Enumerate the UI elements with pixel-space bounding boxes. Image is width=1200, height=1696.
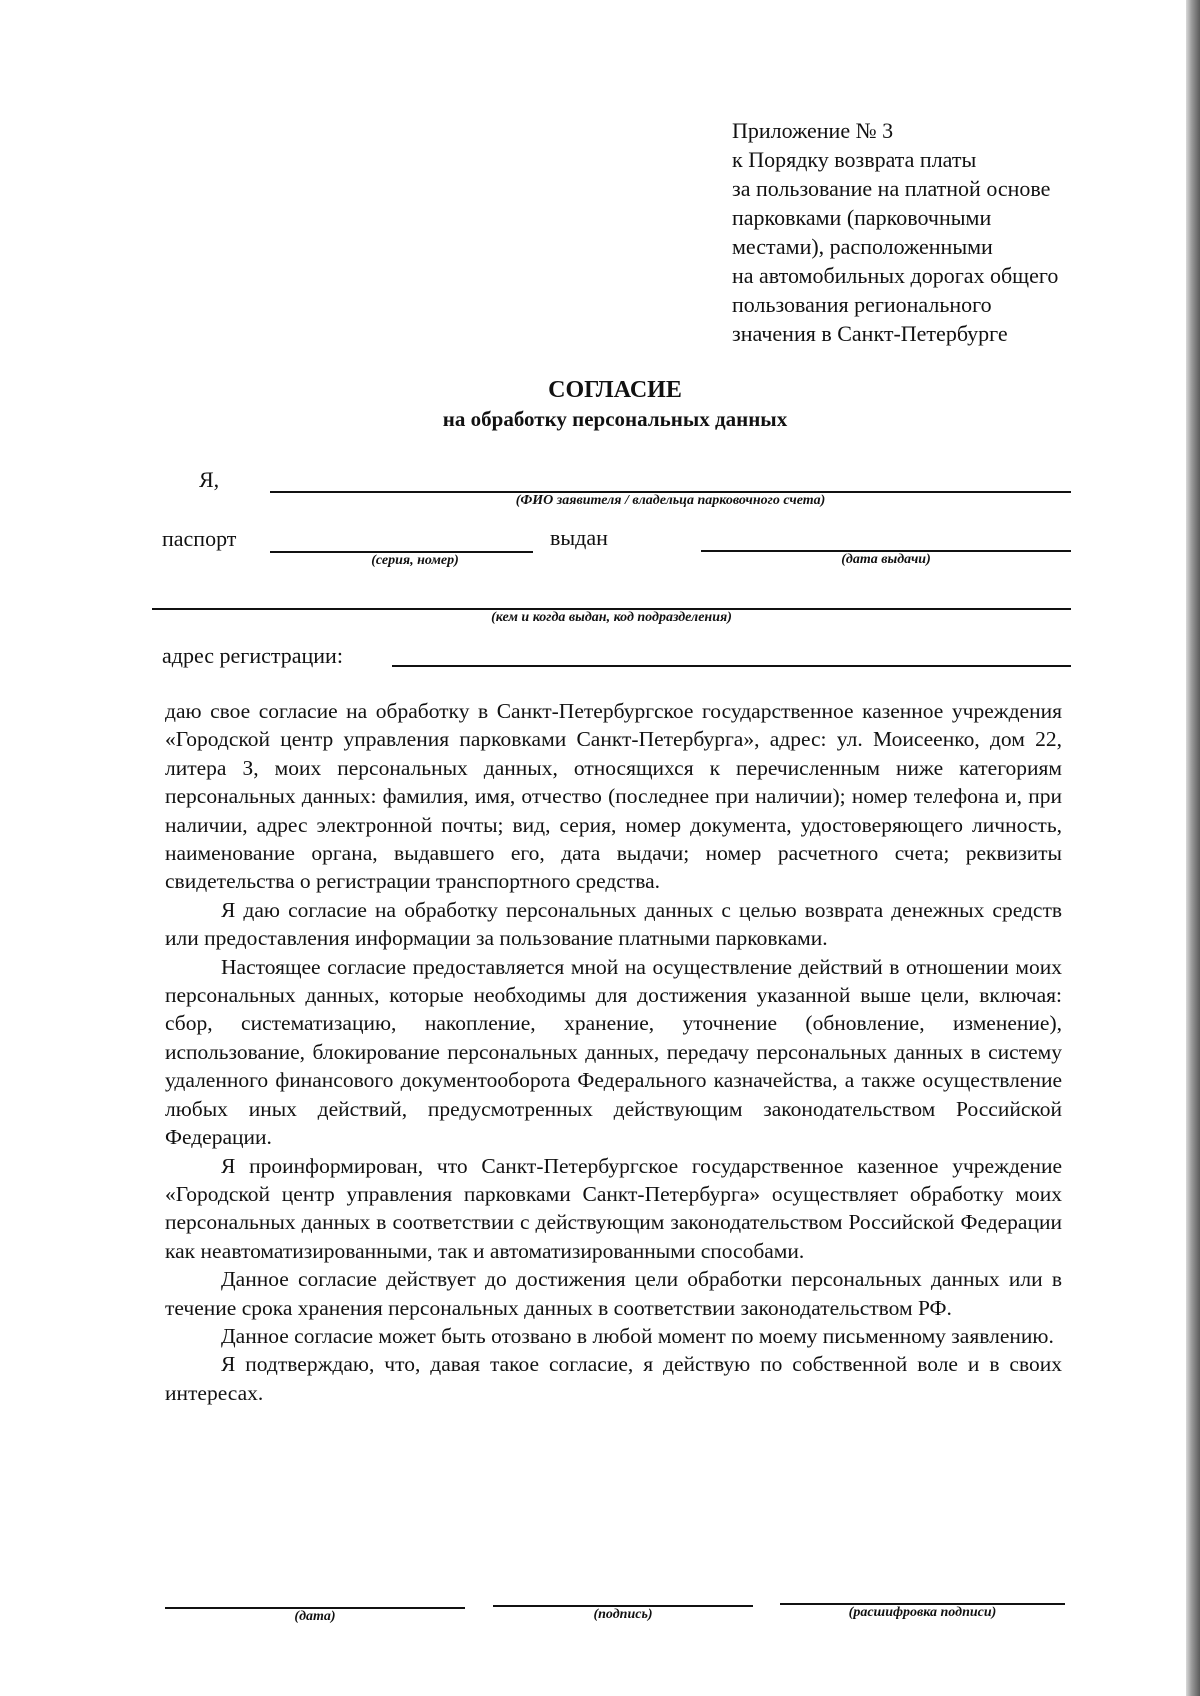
signature-date-caption: (дата) [294, 1609, 336, 1624]
appendix-line: пользования регионального [732, 292, 992, 317]
ya-label: Я, [199, 467, 220, 492]
appendix-line: за пользование на платной основе [732, 176, 1051, 201]
body-paragraph: Я даю согласие на обработку персональных данных с целью возврата денежных средств или предоставления информации за пользование платными парковками. [165, 897, 1062, 951]
appendix-line: парковками (парковочными [732, 205, 992, 230]
fio-caption: (ФИО заявителя / владельца парковочного счета) [515, 493, 826, 508]
issued-label: выдан [550, 525, 608, 550]
passport-caption: (серия, номер) [371, 553, 459, 568]
issued-by-caption: (кем и когда выдан, код подразделения) [491, 610, 732, 625]
body-paragraph: Настоящее согласие предоставляется мной на осуществление действий в отношении моих персональных данных, которые необходимы для достижения указанной выше цели, включая: сбор, систематизацию, накопление, хранение, уточнение (обновление, изменение), использование, блокирование персональных данных, передачу персональных данных в систему удаленного финансового документооборота Федерального казначейства, а также осуществление любых иных действий, предусмотренных действующим законодательством Российской Федерации. [165, 954, 1062, 1150]
address-line[interactable] [392, 665, 1071, 667]
body-paragraph: Я подтверждаю, что, давая такое согласие, я действую по собственной воле и в своих интересах. [165, 1352, 1062, 1405]
issue-date-caption: (дата выдачи) [841, 552, 931, 567]
body-paragraph: Данное согласие действует до достижения цели обработки персональных данных или в течение срока хранения персональных данных в соответствии законодательством РФ. [165, 1267, 1062, 1320]
scan-edge-shadow [1186, 0, 1200, 1696]
document-subtitle: на обработку персональных данных [442, 407, 788, 431]
consent-body [165, 697, 1062, 1407]
body-paragraph: Данное согласие может быть отозвано в любой момент по моему письменному заявлению. [221, 1323, 1054, 1348]
appendix-line: к Порядку возврата платы [732, 147, 977, 172]
body-paragraph: Я проинформирован, что Санкт-Петербургское государственное казенное учреждение «Городской центр управления парковками Санкт-Петербурга» осуществляет обработку моих персональных данных в соответствии с действующим законодательством Российской Федерации как неавтоматизированными, так и автоматизированными способами. [165, 1153, 1062, 1263]
appendix-line: на автомобильных дорогах общего [732, 263, 1059, 288]
document-title: СОГЛАСИЕ [548, 377, 682, 403]
appendix-header [732, 116, 1132, 348]
signature-decode-caption: (расшифровка подписи) [848, 1605, 997, 1620]
appendix-line: значения в Санкт-Петербурге [732, 321, 1008, 346]
appendix-line: местами), расположенными [732, 234, 993, 259]
passport-label: паспорт [162, 526, 237, 551]
address-label: адрес регистрации: [162, 643, 343, 668]
appendix-line: Приложение № 3 [732, 118, 894, 143]
signature-caption: (подпись) [593, 1607, 653, 1622]
body-paragraph: даю свое согласие на обработку в Санкт-Петербургское государственное казенное учреждения «Городской центр управления парковками Санкт-Петербурга», адрес: ул. Моисеенко, дом 22, литера З, моих персональных данных, относящихся к перечисленным ниже категориям персональных данных: фамилия, имя, отчество (последнее при наличии); номер телефона и, при наличии, адрес электронной почты; вид, серия, номер документа, удостоверяющего личность, наименование органа, выдавшего его, дата выдачи; номер расчетного счета; реквизиты свидетельства о регистрации транспортного средства. [165, 699, 1062, 894]
